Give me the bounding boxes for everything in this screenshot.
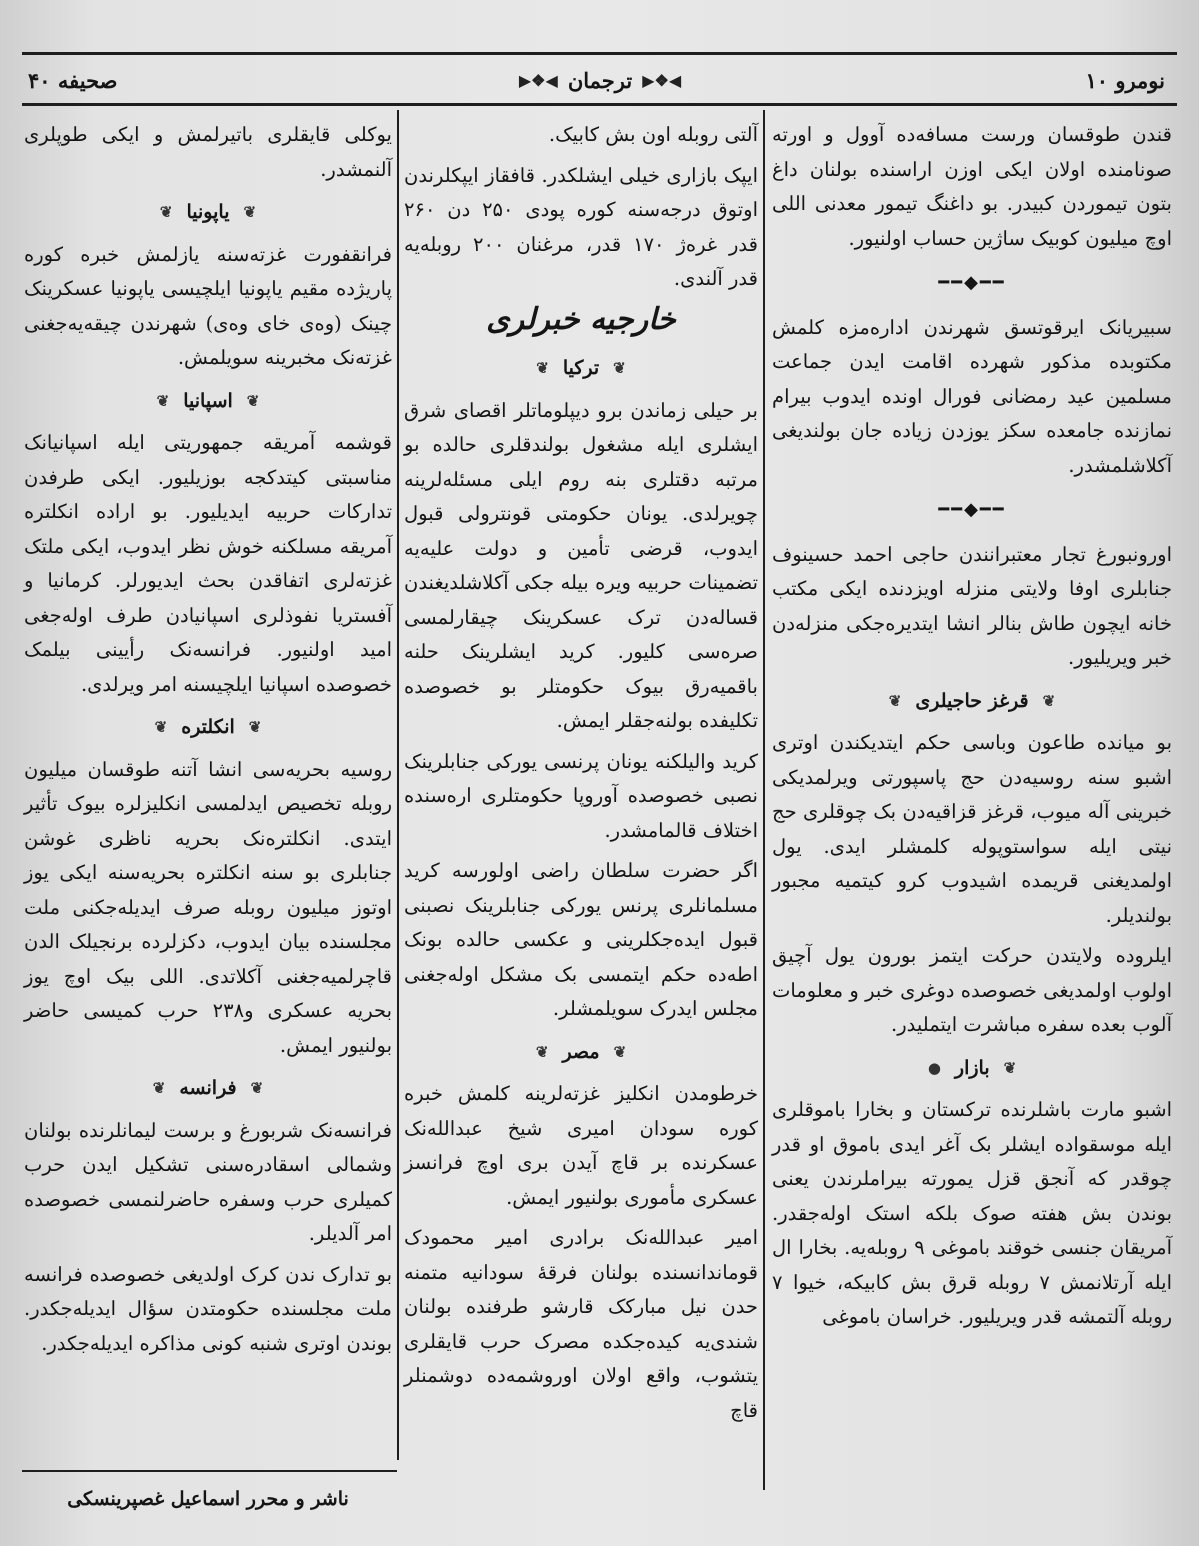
article-paragraph: یوکلی قایقلری باتیرلمش و ایکی طوپلری آلنمشدر.: [24, 123, 392, 181]
ornament-icon: ❦: [156, 391, 170, 410]
left-column: [24, 118, 392, 1367]
ornament-icon: ◀❖▶: [518, 70, 558, 90]
article-paragraph: امیر عبدالله‌نک برادری امیر محمودک قوماندانسنده بولنان فرقهٔ سودانیه متمنه حدن نیل مبارکک قارشو طرفنده بولنان شندی‌یه کیده‌جکده مصرک حرب قایقلری یتشوب، واقع اولان اوروشمه‌ده دوشمنلر قاچ: [404, 1226, 758, 1422]
section-heading-text: ترکیا: [562, 357, 600, 379]
article-paragraph: فرانسه‌نک شربورغ و برست لیمانلرنده بولنان وشمالی اسقادره‌سنی تشکیل ایدن حرب کمیلری حرب وسفره حاضرلنمسی خصوصده امر آلدیلر.: [24, 1118, 392, 1245]
article-paragraph: سبیریانک ایرقوتسق شهرندن اداره‌مزه کلمش مکتوبده مذکور شهرده اقامت ایدن جماعت مسلمین عید رمضانی فورال اونده ایدوب بیرام نمازنده جامعده سکز یوزدن زیاده جان بولندیغی آکلاشلمشدر.: [772, 315, 1172, 477]
ornament-icon: ❦: [613, 359, 626, 377]
article-paragraph: اگر حضرت سلطان راضی اولورسه کرید مسلمانلری پرنس یورکی جنابلرینک نصبنی قبول ایده‌جکلرینی و عکسی حالده بونک اطه‌ده حکم ایتمسی بک مشکل اوله‌جغنی مجلس ایدرک سویلمشلر.: [404, 859, 758, 1020]
right-column: [772, 118, 1172, 1341]
section-heading: [772, 684, 1172, 719]
divider-ornament: ━━◆━━: [938, 499, 1006, 520]
section-heading: [24, 710, 392, 745]
article-paragraph: قوشمه آمریقه جمهوریتی ایله اسپانیانک مناسبتی کیتدکجه بوزیلیور. ایکی طرفدن تدارکات حربیه ایدیلیور. بو اراده انکلتره آمریقه مسلکنه خوش نظر ایدوب، ایکی ملتک غزته‌لری اتفاقدن بحث ایدیورلر. کرمانیا و آفستریا نفوذلری اسپانیادن طرف اوله‌جغی امید اولنیور. فرانسه‌نک رأیینی بیلمک خصوصده اسپانیا ایلچیسنه امر ویرلدی.: [24, 431, 392, 696]
article-paragraph: ایلروده ولایتدن حرکت ایتمز بورون یول آچیق اولوب اولمدیغی خصوصده دوغری خبر و معلومات آلوب بعده سفره مباشرت ایتملیدر.: [772, 944, 1172, 1036]
publisher-credit: ناشر و محرر اسماعیل غصپرینسکی: [67, 1488, 349, 1510]
article-paragraph: فرانقفورت غزته‌سنه یازلمش خبره کوره پاریژده مقیم یاپونیا ایلچیسی یاپونیا عسکرینک چینک (وەی خای وەی) شهرندن چیقه‌یه‌جغنی غزته‌نک مخبرینه سویلمش.: [24, 242, 392, 369]
divider-ornament: ━━◆━━: [938, 272, 1006, 293]
section-heading-text: فرانسه: [179, 1077, 237, 1099]
section-heading-text: یاپونیا: [186, 201, 230, 223]
ornament-icon: ❦: [888, 691, 902, 710]
ornament-icon: ❦: [243, 203, 257, 221]
section-heading: [404, 351, 758, 386]
article-paragraph: کرید والیلکنه یونان پرنسی یورکی جنابلرینک نصبی خصوصده آوروپا حکومتلری اره‌سنده اختلاف قالمامشدر.: [404, 749, 758, 842]
issue-number-label: نومرو ۱۰: [1085, 67, 1165, 93]
masthead-title-text: ترجمان: [567, 67, 633, 93]
ornament-icon: ●: [927, 1058, 941, 1077]
foreign-news-title: خارجیه خبرلری: [486, 301, 676, 337]
article-paragraph: خرطومدن انکلیز غزته‌لرینه کلمش خبره کوره سودان امیری شیخ عبدالله‌نک عسکرنده بر قاچ آیدن بری اوچ فرانسز عسکری مأموری بولنیور ایمش.: [404, 1082, 758, 1209]
ornament-icon: ❦: [159, 203, 173, 221]
article-paragraph: آلتی روبله اون بش کابیک.: [548, 123, 758, 146]
ornament-icon: ❦: [1003, 1058, 1017, 1077]
ornament-icon: ❦: [1042, 691, 1056, 710]
ornament-icon: ❦: [248, 718, 262, 736]
ornament-icon: ❦: [536, 359, 549, 377]
section-heading-text: قرغز حاجیلری: [915, 689, 1029, 712]
column-separator-left: [397, 110, 399, 1460]
section-heading: [772, 1051, 1172, 1086]
section-heading: [24, 1071, 392, 1106]
section-heading: [404, 1035, 758, 1070]
article-paragraph: بر حیلی زماندن برو دیپلوماتلر اقصای شرق ایشلری ایله مشغول بولندقلری حالده بو مرتبه دقتلری بنه روم ایلی مسئله‌لرینه چویرلدی. یونان حکومتی قونترولی قبول ایدوب، قرضی تأمین و دولت علیه‌یه تضمینات حربیه ویره بیله جکی آکلاشلدیغندن قساله‌دن ترک عسکرینک چیقارلمسی صره‌سی کلیور. کرید ایشلرینک حلنه باقمیه‌رق بیوک حکومتلر بو خصوصده تکلیفده بولنه‌جقلر ایمش.: [404, 398, 758, 732]
article-paragraph: ایپک بازاری خیلی ایشلکدر. قافقاز ایپکلرندن اوتوق درجه‌سنه کوره پودی ۲۵۰ دن ۲۶۰ قدر غره‌ژ ۱۷۰ قدر، مرغنان ۲۰۰ روبله‌یه قدر آلندی.: [404, 163, 758, 290]
ornament-icon: ❦: [154, 718, 168, 736]
article-paragraph: بو تدارک ندن کرک اولدیغی خصوصده فرانسه ملت مجلسنده حکومتدن سؤال ایدیله‌جکدر. بوندن اوتری شنبه کونی مذاکره ایدیله‌جکدر.: [24, 1262, 392, 1355]
header-bottom-rule: [22, 103, 1177, 106]
article-paragraph: بو میانده طاعون وباسی حکم ایتدیکندن اوتری اشبو سنه روسیه‌دن حج پاسپورتی ویرلمدیکی خبرینی آله میوب، قرغز قزاقیه‌دن بک چوقلری حج نیتی ایله سواستوپوله کلمشلر ایدی. یول اولمدیغنی قریمده اشیدوب کرو کیتمیه مجبور بولندیلر.: [772, 731, 1172, 927]
column-separator-right: [763, 110, 765, 1490]
ornament-icon: ◀❖▶: [642, 70, 682, 90]
ornament-icon: ❦: [613, 1042, 627, 1061]
section-heading-text: مصر: [562, 1040, 600, 1063]
footer-rule: [22, 1470, 397, 1472]
ornament-icon: ❦: [246, 391, 260, 410]
article-paragraph: اشبو مارت باشلرنده ترکستان و بخارا باموقلری ایله موسقواده ایشلر بک آغر ایدی باموق او قدر چوقدر که آنجق قزل یمورته بیراملرندن یعنی بوندن بش هفته صوک بلکه استک اوله‌جقدر. آمریقان جنسی خوقند باموغی ۹ روبله‌یه. بخارا ال ایله آرتلانمش ۷ روبله قرق بش کابیکه، خیوا ۷ روبله آلتمشه قدر ویریلیور. خراسان باموغی: [772, 1098, 1172, 1328]
middle-column: [404, 118, 758, 1434]
section-heading-text: اسپانیا: [183, 389, 233, 412]
header-top-rule: [22, 52, 1177, 55]
section-heading-text: انکلتره: [181, 716, 235, 738]
section-heading-text: بازار: [954, 1056, 990, 1079]
page-number-label: صحیفه ۴۰: [28, 67, 118, 93]
article-paragraph: قندن طوقسان ورست مسافه‌ده آوول و اورته صونامنده اولان ایکی اوزن اراسنده بولنان داغ بتون تیموردن کبیدر. بو داغنگ تیمور معدنی اللی اوچ میلیون کوبیک ساژین حساب اولنیور.: [772, 123, 1172, 250]
ornament-icon: ❦: [250, 1079, 264, 1097]
article-paragraph: اورونبورغ تجار معتبرانندن حاجی احمد حسینوف جنابلری اوفا ولایتی منزله اویزدنده ایکی مکتب خانه ایچون طاش بنالر انشا ایتدیره‌جکی منزله‌دن خبر ویریلیور.: [772, 542, 1172, 669]
section-heading: [24, 384, 392, 419]
masthead-title: [500, 62, 700, 98]
ornament-icon: ❦: [535, 1042, 549, 1061]
ornament-icon: ❦: [152, 1079, 166, 1097]
section-heading: [24, 195, 392, 230]
article-paragraph: روسیه بحریه‌سی انشا آتنه طوقسان میلیون روبله تخصیص ایدلمسی انکلیزلره بیوک تأثیر ایتدی. انکلتره‌نک بحریه ناظری غوشن جنابلری بو سنه انکلتره بحریه‌سنه ایکی یوز اوتوز میلیون روبله صرف ایدیله‌جکنی ملت مجلسنده بیان ایدوب، دکزلرده برنجیلک الدن قاچرلمیه‌جغنی آکلاتدی. اللی بیک اوچ یوز بحریه عسکری و۲۳۸ حرب کمیسی حاضر بولنیور ایمش.: [24, 757, 392, 1057]
